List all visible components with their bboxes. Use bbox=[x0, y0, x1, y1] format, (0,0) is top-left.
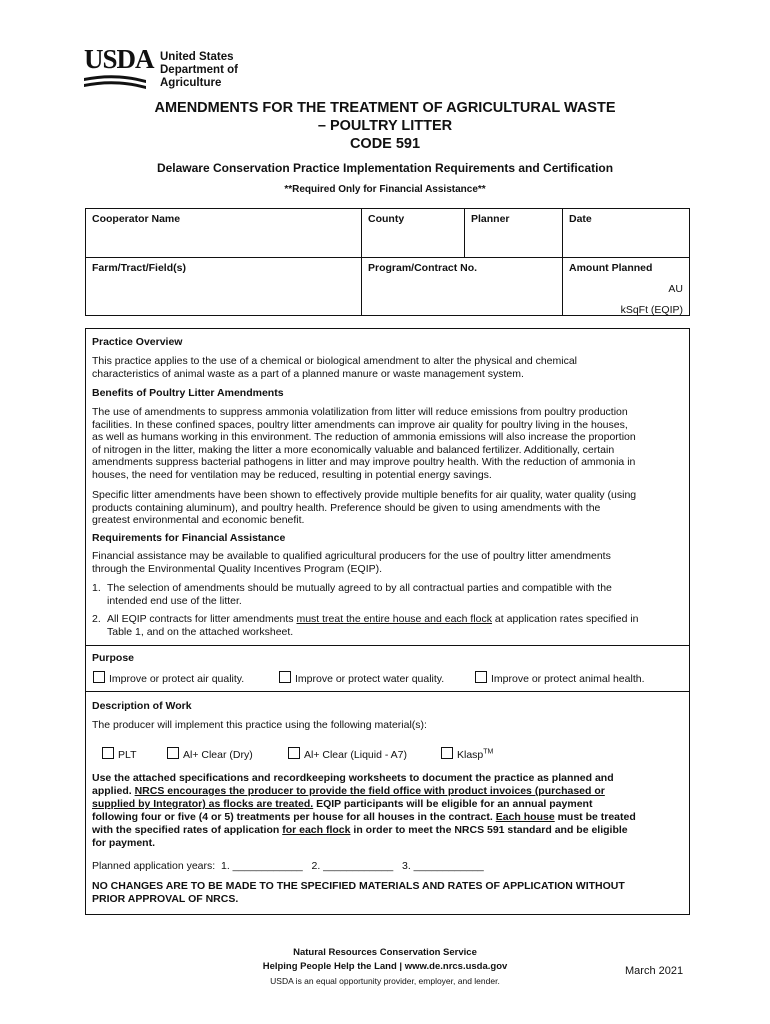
planned-application-years[interactable]: Planned application years: 1. ____________ 2. ____________ 3. ____________ bbox=[92, 860, 484, 872]
purpose-animal-health-option[interactable]: Improve or protect animal health. bbox=[475, 671, 645, 685]
usda-logo bbox=[84, 44, 264, 94]
documentation-instructions: Use the attached specifications and recordkeeping worksheets to document the practice as planned and applied. NRCS encourages the producer to provide the field office with product invoices (purchased or supplied by Integrator) as flocks are treated. EQIP participants will be eligible for an annual payment following four or five (4 or 5) treatments per house for all houses in the contract. Each house must be treated with the specified rates of application for each flock in order to meet the NRCS 591 standard and be eligible for payment. bbox=[92, 772, 636, 849]
unit-au: AU bbox=[668, 283, 683, 295]
requirement-item-1: 1. The selection of amendments should be mutually agreed to by all contractual parties and compatible with the intended end use of the litter. bbox=[92, 582, 612, 607]
title-line-3: CODE 591 bbox=[349, 136, 421, 152]
purpose-air-quality-option[interactable]: Improve or protect air quality. bbox=[93, 671, 244, 685]
air-quality-checkbox[interactable] bbox=[93, 671, 105, 683]
al-clear-dry-checkbox[interactable] bbox=[167, 747, 179, 759]
required-note: **Required Only for Financial Assistance** bbox=[284, 184, 486, 195]
material-al-clear-dry-option[interactable]: Al+ Clear (Dry) bbox=[167, 747, 253, 761]
usda-wordmark: USDA bbox=[84, 44, 154, 74]
description-of-work-section bbox=[85, 691, 690, 915]
specific-amendments-paragraph: Specific litter amendments have been shown to effectively provide multiple benefits for air quality, water quality (using products containing aluminum), and poultry health. Preference should be given to using amendments with the greatest environmental and economic benefit. bbox=[92, 489, 637, 527]
county-label: County bbox=[368, 213, 405, 225]
info-table bbox=[85, 208, 690, 316]
requirement-item-2: 2. All EQIP contracts for litter amendments must treat the entire house and each flock at application rates specified in Table 1, and on the attached worksheet. bbox=[92, 613, 639, 638]
overview-paragraph: This practice applies to the use of a chemical or biological amendment to alter the physical and chemical characteristics of animal waste as a part of a planned manure or waste management system. bbox=[92, 355, 578, 380]
footer-equal-opportunity: USDA is an equal opportunity provider, employer, and lender. bbox=[270, 976, 500, 986]
benefits-paragraph: The use of amendments to suppress ammonia volatilization from litter will reduce emissions from poultry production facilities. In these confined spaces, poultry litter amendments can improve air quality for poultry living in the houses, as well as humans working in this environment. The reduction of ammonia emissions will also increase the proportion of nitrogen in the litter, making the litter a more economically valuable and balanced fertilizer. Additionally, certain amendments suppress bacterial pathogens in litter and may improve poultry health. With the reduction of ammonia in houses, the need for ventilation may be reduced, resulting in potential energy savings. bbox=[92, 406, 636, 481]
planner-label: Planner bbox=[471, 213, 510, 225]
footer-tagline: Helping People Help the Land | www.de.nrcs.usda.gov bbox=[262, 961, 508, 972]
description-of-work-heading: Description of Work bbox=[92, 700, 192, 712]
purpose-water-quality-option[interactable]: Improve or protect water quality. bbox=[279, 671, 444, 685]
financial-assistance-heading: Requirements for Financial Assistance bbox=[92, 532, 286, 544]
material-plt-option[interactable]: PLT bbox=[102, 747, 136, 761]
program-contract-label: Program/Contract No. bbox=[368, 262, 478, 274]
financial-assistance-paragraph: Financial assistance may be available to qualified agricultural producers for the use of poultry litter amendments through the Environmental Quality Incentives Program (EQIP). bbox=[92, 550, 611, 575]
practice-overview-section bbox=[85, 328, 690, 646]
animal-health-checkbox[interactable] bbox=[475, 671, 487, 683]
material-al-clear-liquid-option[interactable]: Al+ Clear (Liquid - A7) bbox=[288, 747, 407, 761]
amount-planned-label: Amount Planned bbox=[569, 262, 653, 274]
title-line-1: AMENDMENTS FOR THE TREATMENT OF AGRICULTURAL WASTE bbox=[154, 100, 616, 116]
footer-agency: Natural Resources Conservation Service bbox=[293, 947, 477, 958]
page-subtitle: Delaware Conservation Practice Implementation Requirements and Certification bbox=[156, 161, 614, 175]
water-quality-checkbox[interactable] bbox=[279, 671, 291, 683]
klasp-checkbox[interactable] bbox=[441, 747, 453, 759]
purpose-section bbox=[85, 645, 690, 692]
no-changes-notice: NO CHANGES ARE TO BE MADE TO THE SPECIFIED MATERIALS AND RATES OF APPLICATION WITHOUT PRIOR APPROVAL OF NRCS. bbox=[92, 880, 625, 905]
footer-date: March 2021 bbox=[625, 965, 684, 977]
materials-intro: The producer will implement this practice using the following material(s): bbox=[92, 719, 427, 731]
cooperator-name-label: Cooperator Name bbox=[92, 213, 181, 225]
al-clear-liquid-checkbox[interactable] bbox=[288, 747, 300, 759]
farm-tract-field-label: Farm/Tract/Field(s) bbox=[92, 262, 186, 274]
department-name: United States Department of Agriculture bbox=[160, 51, 238, 89]
practice-overview-heading: Practice Overview bbox=[92, 336, 183, 348]
purpose-heading: Purpose bbox=[92, 652, 135, 664]
unit-ksqft: kSqFt (EQIP) bbox=[620, 304, 683, 316]
title-line-2: – POULTRY LITTER bbox=[317, 118, 453, 134]
material-klasp-option[interactable]: Klasp™ bbox=[441, 747, 493, 761]
plt-checkbox[interactable] bbox=[102, 747, 114, 759]
benefits-heading: Benefits of Poultry Litter Amendments bbox=[92, 387, 284, 399]
usda-swoosh-icon bbox=[84, 72, 146, 90]
date-label: Date bbox=[569, 213, 592, 225]
